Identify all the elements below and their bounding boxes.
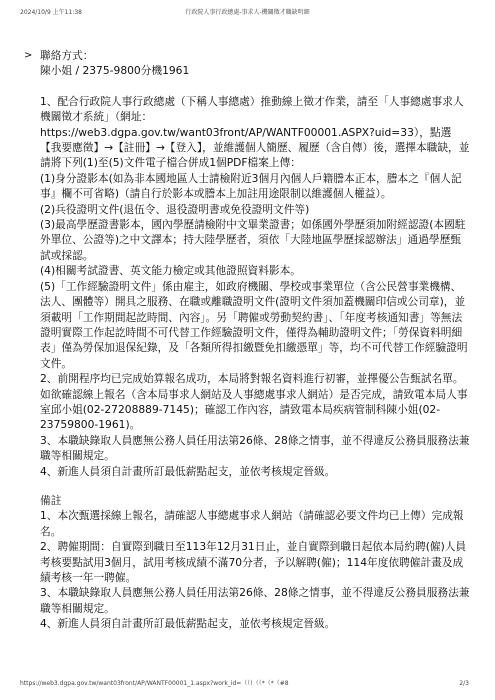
contact-label: 聯絡方式： xyxy=(40,49,94,62)
note-1: 1、本次甄選採線上報名，請確認人事總處事求人網站（請確認必要文件均已上傳）完成報名。 xyxy=(40,509,464,538)
instruction-4: 4、新進人員須自計畫所訂最低薪點起支，並依考核規定晉級。 xyxy=(40,464,336,478)
doc-item-5: (5)「工作經驗證明文件」係由雇主，如政府機關、學校或事業單位（含公民營事業機構、法人、團體等）開具之服務、在職或離職證明文件(證明文件須加蓋機關印信或公司章)，並須載明「工作期間起訖時間、內容」。另「聘僱或勞動契約書」、「年度考核通知書」等無法證明實際工作起訖時間不可代替工作經驗證明文件，僅得為輔助證明文件；「勞保資料明細表」僅為勞保加退保紀錄，及「各類所得扣繳暨免扣繳憑單」等，均不可代替工作經驗證明文件。 xyxy=(40,279,468,370)
list-marker: > xyxy=(24,50,33,61)
doc-item-1: (1)身分證影本(如為非本國地區人士請檢附近3個月內個人戶籍謄本正本，謄本之『個人記事』欄不可省略)（請自行於影本或謄本上加註用途限制以維護個人權益）。 xyxy=(40,171,462,201)
instruction-3: 3、本職缺錄取人員應無公務人員任用法第26條、28條之情事，並不得違反公務員服務法兼職等相關規定。 xyxy=(40,433,470,463)
doc-item-2: (2)兵役證明文件(退伍令、退役證明書或免役證明文件等) xyxy=(40,202,310,216)
print-title: 行政院人事行政總處-事求人-機關徵才職缺明細 xyxy=(185,9,310,16)
print-datetime: 2024/10/9 上午11:38 xyxy=(20,9,82,16)
instruction-1-intro: 1、配合行政院人事行政總處（下稱人事總處）推動線上徵才作業，請至「人事總處事求人機關徵才系統」（網址： xyxy=(40,94,464,124)
note-4: 4、新進人員須自計畫所訂最低薪點起支，並依考核規定晉級。 xyxy=(40,617,336,631)
doc-item-3: (3)最高學歷證書影本，國內學歷請檢附中文畢業證書；如係國外學歷須加附經認證(本國駐外單位、公證等)之中文譯本；持大陸學歷者，須依「大陸地區學歷採認辦法」通過學歷甄試或採認。 xyxy=(40,218,466,262)
document-body xyxy=(24,48,470,632)
doc-item-4: (4)相關考試證書、英文能力檢定或其他證照資料影本。 xyxy=(40,264,301,278)
note-3: 3、本職缺錄取人員應無公務人員任用法第26條、28條之情事，並不得違反公務員服務法兼職等相關規定。 xyxy=(40,586,470,615)
print-footer xyxy=(0,679,495,689)
footer-url: https://web3.dgpa.gov.tw/want03front/AP/WANTF00001_1.aspx?work_id=（（!（（*（*（#8 xyxy=(20,680,289,687)
print-header xyxy=(0,8,495,18)
instruction-2: 2、前開程序均已完成始算報名成功，本局將對報名資料進行初審，並擇優公告甄試名單。如欲確認線上報名（含本局事求人網站及人事總處事求人網站）是否完成，請致電本局人事室邱小姐(02-27208889-7145)；確認工作內容，請致電本局疾病管制科陳小姐(02-23759800-1961)。 xyxy=(40,372,468,432)
contact-person: 陳小姐 / 2375-9800分機1961 xyxy=(40,64,190,78)
notes-heading: 備註 xyxy=(40,493,62,507)
instruction-1-link: https://web3.dgpa.gov.tw/want03front/AP/WANTF00001.ASPX?uid=33），點選【我要應徵】→【註冊】→【登入】，並維護個人簡歷、履歷（含自傳）後，選擇本職缺，並請將下列(1)至(5)文件電子檔合併成1個PDF檔案上傳： xyxy=(40,125,470,170)
page-number: 2/3 xyxy=(459,680,469,687)
note-2: 2、聘僱期間：自實際到職日至113年12月31日止，並自實際到職日起依本局約聘(僱)人員考核要點試用3個月，試用考核成績不滿70分者，予以解聘(僱)；114年度依聘僱計畫及成績考核一年一聘僱。 xyxy=(40,540,467,584)
